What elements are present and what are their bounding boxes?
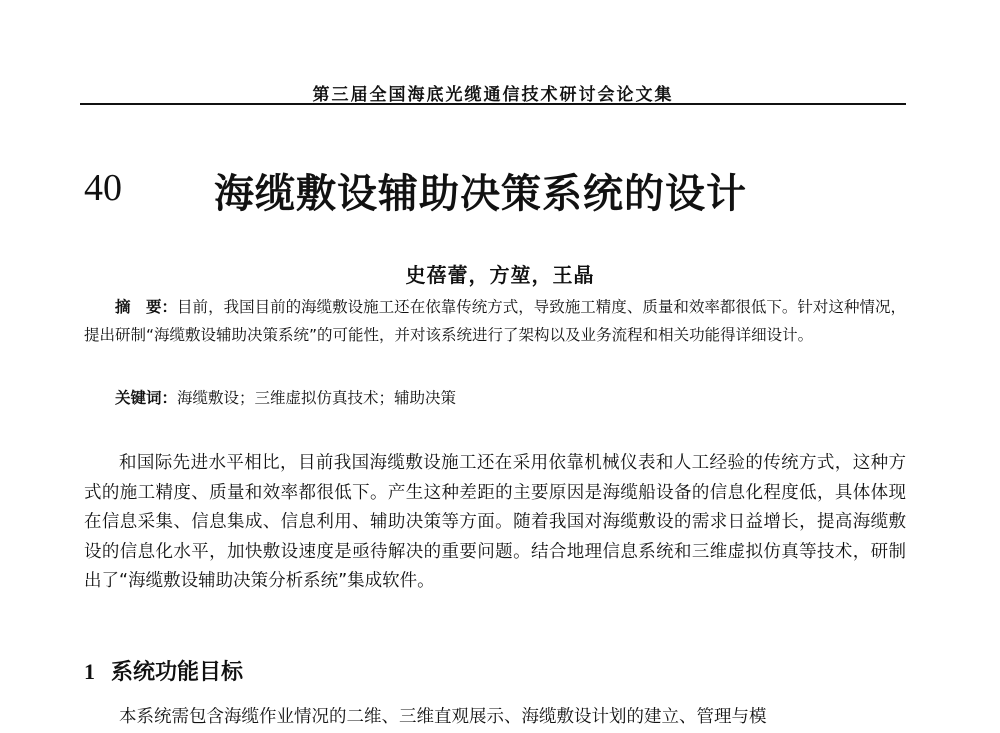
chapter-number: 40 (84, 167, 122, 209)
section-heading (84, 655, 243, 686)
running-head: 第三届全国海底光缆通信技术研讨会论文集 (312, 85, 674, 105)
authors: 史蓓蕾，方堃，王晶 (405, 263, 595, 287)
abstract (84, 293, 906, 349)
keywords-text: 海缆敷设；三维虚拟仿真技术；辅助决策 (177, 389, 457, 407)
keywords-label: 关键词： (115, 389, 178, 407)
section-title: 系统功能目标 (111, 660, 244, 685)
abstract-label: 摘 要： (115, 298, 178, 316)
abstract-text: 目前，我国目前的海缆敷设施工还在依靠传统方式，导致施工精度、质量和效率都很低下。针对这种情况，提出研制“海缆敷设辅助决策系统”的可能性，并对该系统进行了架构以及业务流程和相关功能得详细设计。 (84, 298, 906, 344)
header-rule (80, 103, 906, 105)
intro-paragraph: 和国际先进水平相比，目前我国海缆敷设施工还在采用依靠机械仪表和人工经验的传统方式，这种方式的施工精度、质量和效率都很低下。产生这种差距的主要原因是海缆船设备的信息化程度低，具体体现在信息采集、信息集成、信息利用、辅助决策等方面。随着我国对海缆敷设的需求日益增长，提高海缆敷设的信息化水平，加快敷设速度是亟待解决的重要问题。结合地理信息系统和三维虚拟仿真等技术，研制出了“海缆敷设辅助决策分析系统”集成软件。 (84, 453, 906, 591)
section-paragraph: 本系统需包含海缆作业情况的二维、三维直观展示、海缆敷设计划的建立、管理与模 (119, 707, 767, 727)
paper-title: 海缆敷设辅助决策系统的设计 (214, 171, 747, 217)
keywords (84, 384, 906, 412)
section-number: 1 (84, 659, 95, 684)
